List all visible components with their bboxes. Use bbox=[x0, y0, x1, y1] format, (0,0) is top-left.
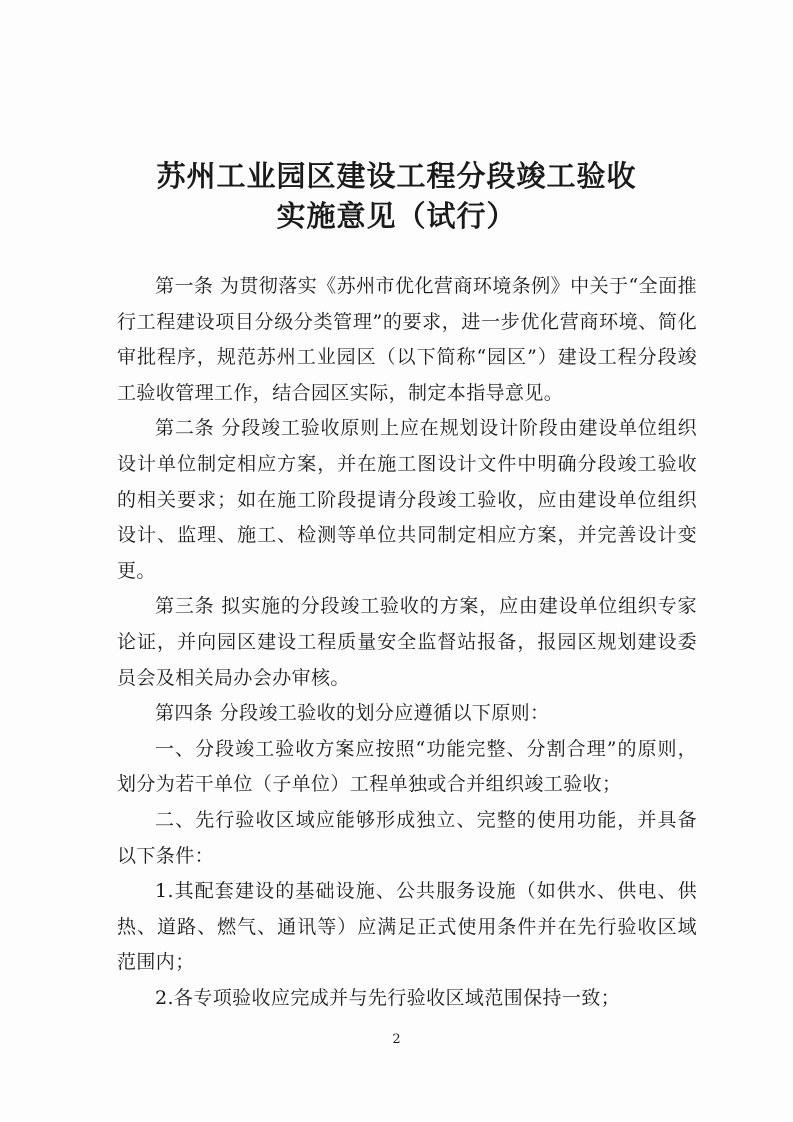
article-3-paragraph: 第三条 拟实施的分段竣工验收的方案，应由建设单位组织专家论证，并向园区建设工程质量安全监督站报备，报园区规划建设委员会及相关局办会办审核。 bbox=[117, 595, 697, 689]
principle-1-paragraph: 一、分段竣工验收方案应按照“功能完整、分割合理”的原则，划分为若干单位（子单位）工程单独或合并组织竣工验收； bbox=[117, 737, 697, 796]
article-2-paragraph: 第二条 分段竣工验收原则上应在规划设计阶段由建设单位组织设计单位制定相应方案，并在施工图设计文件中明确分段竣工验收的相关要求；如在施工阶段提请分段竣工验收，应由建设单位组织设计、监理、施工、检测等单位共同制定相应方案，并完善设计变更。 bbox=[117, 417, 697, 582]
article-1-paragraph: 第一条 为贯彻落实《苏州市优化营商环境条例》中关于“全面推行工程建设项目分级分类管理”的要求，进一步优化营商环境、简化审批程序，规范苏州工业园区（以下简称“园区”）建设工程分段竣工验收管理工作，结合园区实际，制定本指导意见。 bbox=[117, 275, 697, 404]
document-body bbox=[117, 269, 697, 1016]
condition-2-paragraph: 2.各专项验收应完成并与先行验收区域范围保持一致； bbox=[155, 986, 621, 1009]
page-number: 2 bbox=[392, 1032, 401, 1047]
document-title-line-2: 实施意见（试行） bbox=[276, 199, 517, 233]
article-4-paragraph: 第四条 分段竣工验收的划分应遵循以下原则： bbox=[155, 702, 550, 725]
condition-1-paragraph: 1.其配套建设的基础设施、公共服务设施（如供水、供电、供热、道路、燃气、通讯等）应满足正式使用条件并在先行验收区域范围内； bbox=[117, 880, 697, 974]
principle-2-paragraph: 二、先行验收区域应能够形成独立、完整的使用功能，并具备以下条件： bbox=[117, 808, 697, 867]
document-title-line-1: 苏州工业园区建设工程分段竣工验收 bbox=[156, 159, 637, 193]
